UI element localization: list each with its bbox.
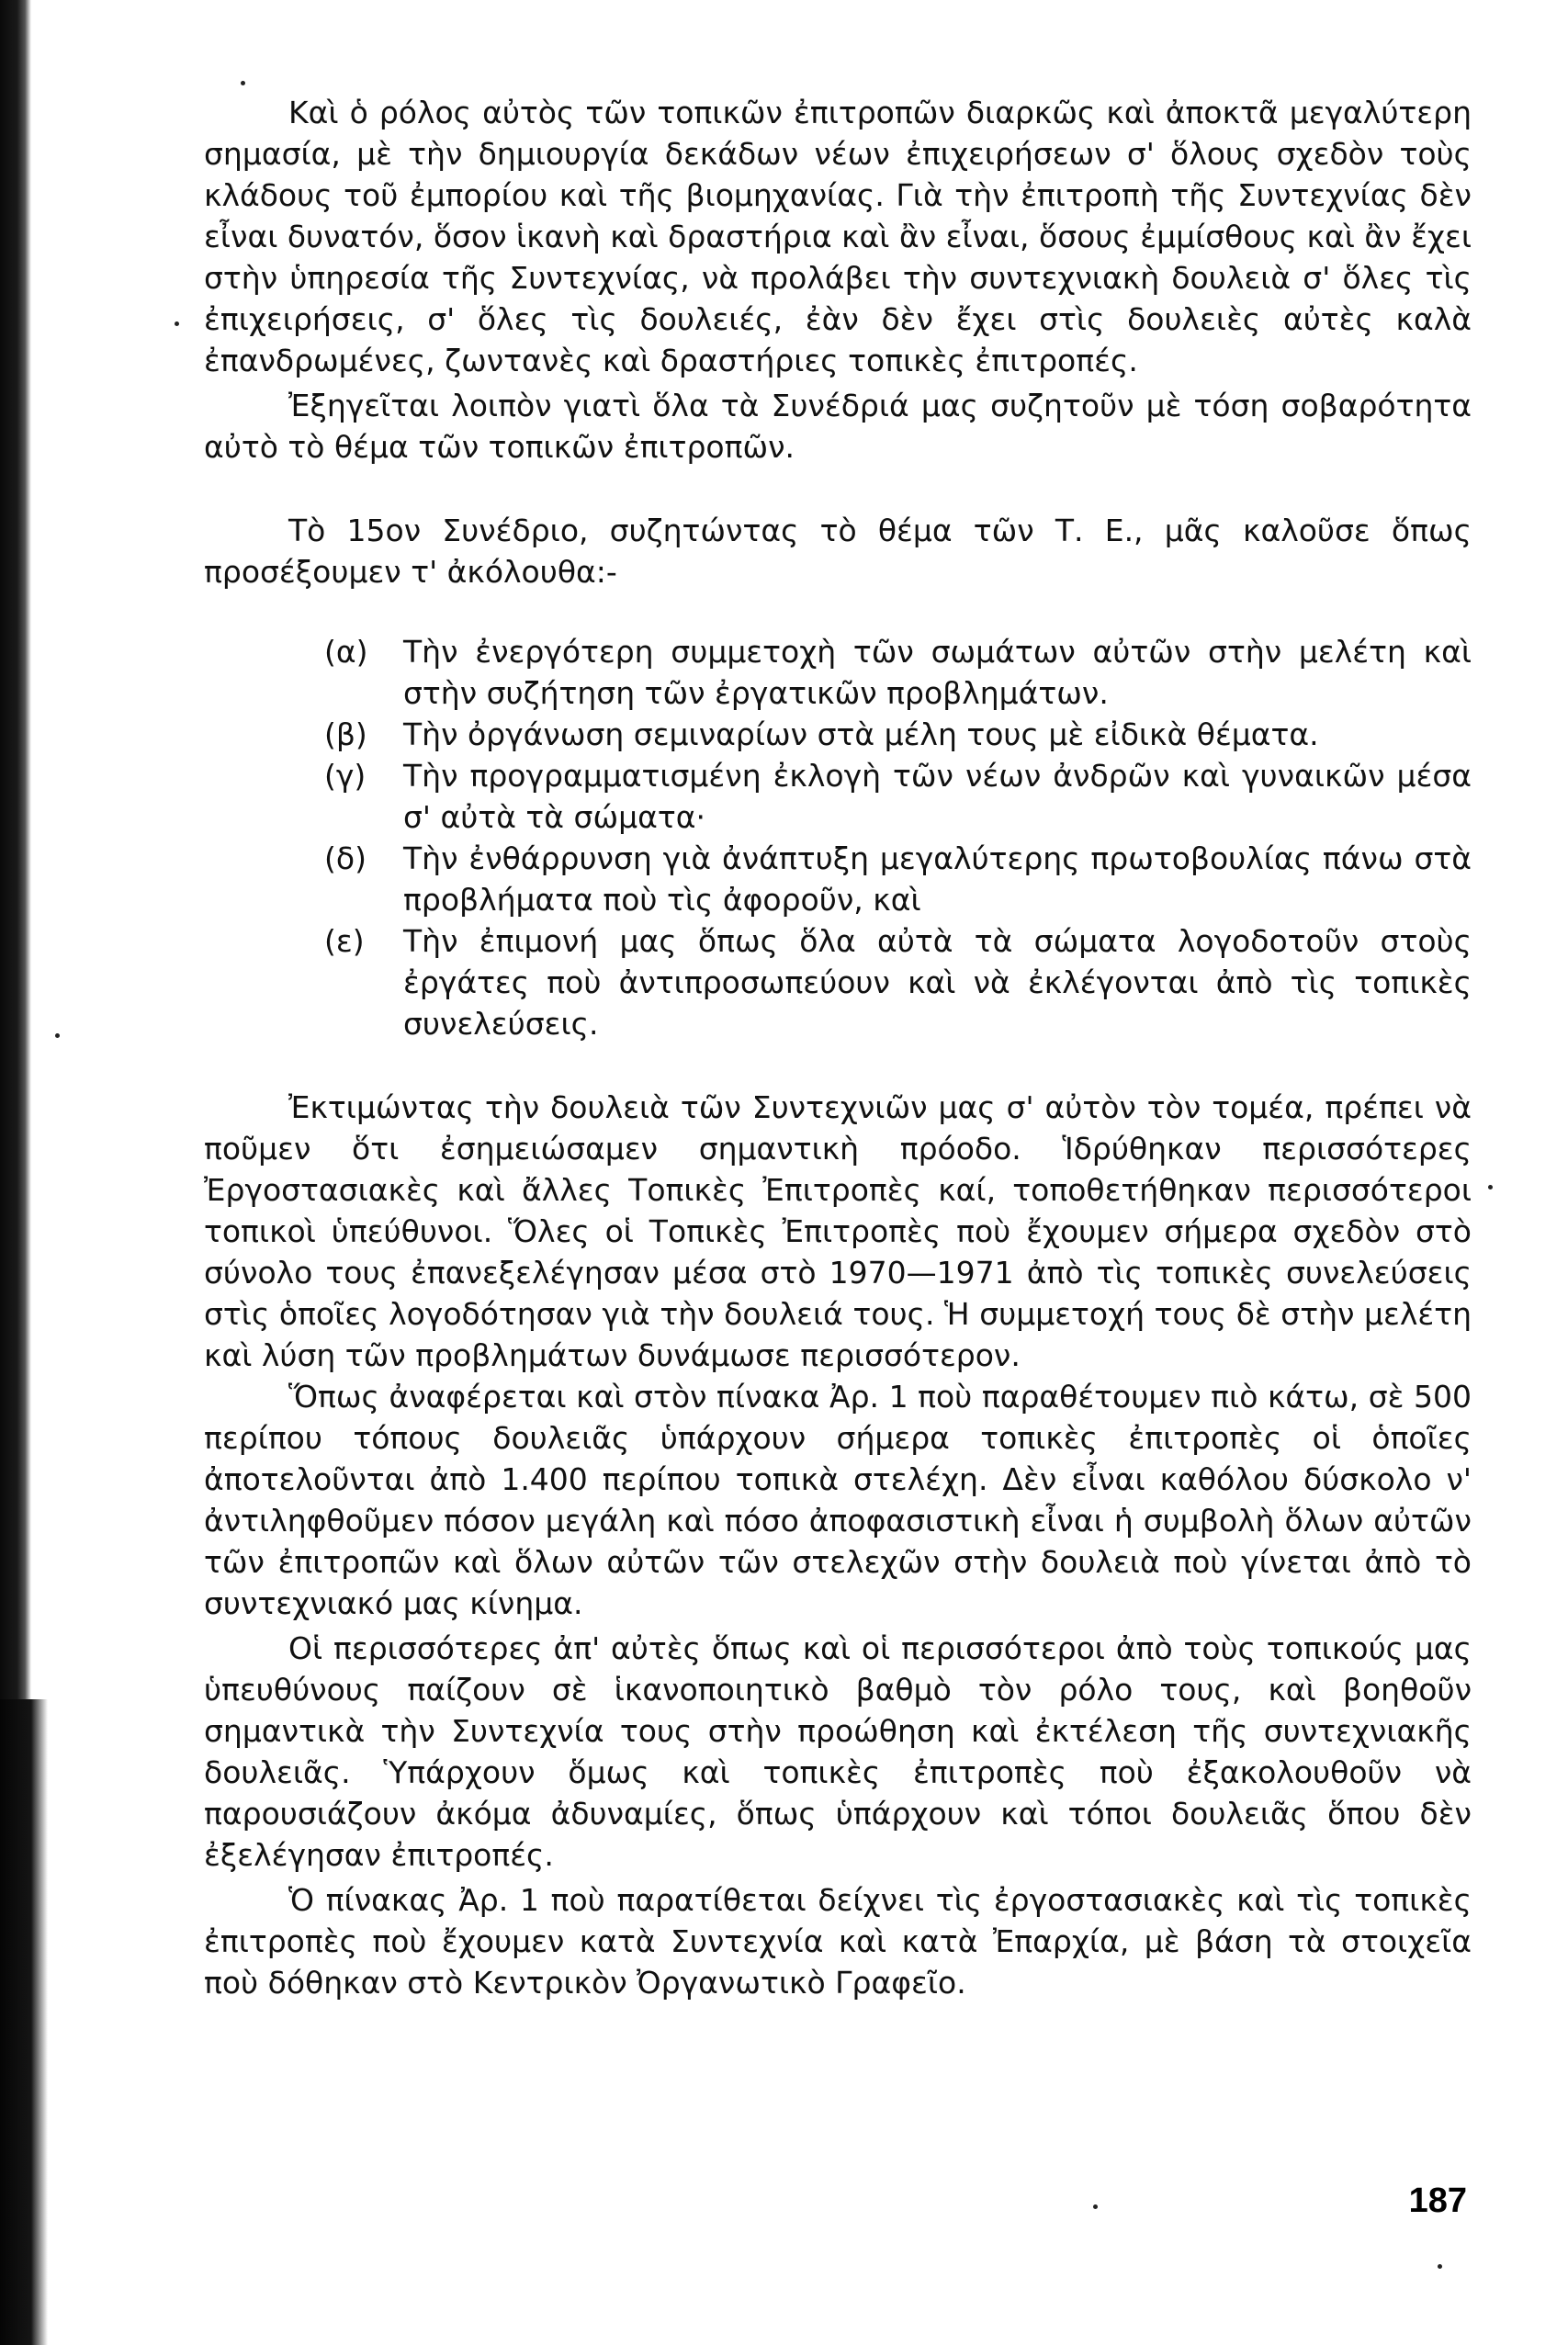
list-marker: (α) [324, 634, 368, 670]
list-marker: (γ) [324, 758, 367, 794]
paragraph-table-description: Ὁ πίνακας Ἀρ. 1 ποὺ παρατίθεται δείχνει τὶς ἐργοστασιακὲς καὶ τὶς τοπικὲς ἐπιτροπὲς ποὺ ἔχουμεν κατὰ Συντεχνία καὶ κατὰ Ἐπαρχία, μὲ βάση τὰ στοιχεῖα ποὺ δόθηκαν στὸ Κεντρικὸν Ὀργανωτικὸ Γραφεῖο. [204, 1882, 1472, 2001]
paragraph-local-committees-role: Καὶ ὁ ρόλος αὐτὸς τῶν τοπικῶν ἐπιτροπῶν διαρκῶς καὶ ἀποκτᾶ μεγαλύτερη σημασία, μὲ τὴν δημιουργία δεκάδων νέων ἐπιχειρήσεων σ' ὅλους σχεδὸν τοὺς κλάδους τοῦ ἐμπορίου καὶ τῆς βιομηχανίας. Γιὰ τὴν ἐπιτροπὴ τῆς Συντεχνίας δὲν εἶναι δυνατόν, ὅσον ἱκανὴ καὶ δραστήρια καὶ ἂν εἶναι, ὅσους ἐμμίσθους καὶ ἂν ἔχει στὴν ὑπηρεσία τῆς Συντεχνίας, νὰ προλάβει τὴν συντεχνιακὴ δουλειὰ σ' ὅλες τὶς ἐπιχειρήσεις, σ' ὅλες τὶς δουλειές, ἐὰν δὲν ἔχει στὶς δουλειὲς αὐτὲς καλὰ ἐπανδρωμένες, ζωντανὲς καὶ δραστήριες τοπικὲς ἐπιτροπές. [204, 95, 1472, 378]
scan-speck [241, 81, 245, 85]
paragraph-committee-weaknesses: Οἱ περισσότερες ἀπ' αὐτὲς ὅπως καὶ οἱ περισσότεροι ἀπὸ τοὺς τοπικούς μας ὑπευθύνους παίζουν σὲ ἱκανοποιητικὸ βαθμὸ τὸν ρόλο τους, καὶ βοηθοῦν σημαντικὰ τὴν Συντεχνία τους στὴν προώθηση καὶ ἐκτέλεση τῆς συντεχνιακῆς δουλειᾶς. Ὑπάρχουν ὅμως καὶ τοπικὲς ἐπιτροπὲς ποὺ ἐξακολουθοῦν νὰ παρουσιάζουν ἀκόμα ἀδυναμίες, ὅπως ὑπάρχουν καὶ τόποι δουλειᾶς ὅπου δὲν ἐξελέγησαν ἐπιτροπές. [204, 1630, 1472, 1873]
congress-points-list [204, 631, 1472, 1044]
page-number: 187 [1408, 2182, 1467, 2220]
list-item-text: Τὴν ὀργάνωση σεμιναρίων στὰ μέλη τους μὲ εἰδικὰ θέματα. [403, 716, 1319, 752]
paragraph-table-reference: Ὅπως ἀναφέρεται καὶ στὸν πίνακα Ἀρ. 1 ποὺ παραθέτουμεν πιὸ κάτω, σὲ 500 περίπου τόπους δουλειᾶς ὑπάρχουν σήμερα τοπικὲς ἐπιτροπὲς οἱ ὁποῖες ἀποτελοῦνται ἀπὸ 1.400 περίπου τοπικὰ στελέχη. Δὲν εἶναι καθόλου δύσκολο ν' ἀντιληφθοῦμεν πόσον μεγάλη καὶ πόσο ἀποφασιστικὴ εἶναι ἡ συμβολὴ ὅλων αὐτῶν τῶν ἐπιτροπῶν καὶ ὅλων αὐτῶν τῶν στελεχῶν στὴν δουλειὰ ποὺ γίνεται ἀπὸ τὸ συντεχνιακό μας κίνημα. [204, 1379, 1472, 1621]
list-item-text: Τὴν ἐνθάρρυνση γιὰ ἀνάπτυξη μεγαλύτερης πρωτοβουλίας πάνω στὰ προβλήματα ποὺ τὶς ἀφοροῦν, καὶ [403, 840, 1472, 918]
list-item [324, 631, 1472, 714]
list-item [324, 755, 1472, 838]
scan-binding-shadow-lower [0, 1699, 48, 2345]
paragraph-15th-congress: Τὸ 15ον Συνέδριο, συζητώντας τὸ θέμα τῶν Τ. Ε., μᾶς καλοῦσε ὅπως προσέξουμεν τ' ἀκόλουθα:- [204, 513, 1472, 590]
list-item-text: Τὴν προγραμματισμένη ἐκλογὴ τῶν νέων ἀνδρῶν καὶ γυναικῶν μέσα σ' αὐτὰ τὰ σώματα· [403, 758, 1472, 835]
document-page [204, 92, 1472, 2003]
list-item-text: Τὴν ἐπιμονή μας ὅπως ὅλα αὐτὰ τὰ σώματα λογοδοτοῦν στοὺς ἐργάτες ποὺ ἀντιπροσωπεύουν καὶ νὰ ἐκλέγονται ἀπὸ τὶς τοπικὲς συνελεύσεις. [403, 923, 1472, 1042]
list-item [324, 714, 1472, 755]
paragraph-progress-assessment: Ἐκτιμώντας τὴν δουλειὰ τῶν Συντεχνιῶν μας σ' αὐτὸν τὸν τομέα, πρέπει νὰ ποῦμεν ὅτι ἐσημειώσαμεν σημαντικὴ πρόοδο. Ἱδρύθηκαν περισσότερες Ἐργοστασιακὲς καὶ ἄλλες Τοπικὲς Ἐπιτροπὲς καί, τοποθετήθηκαν περισσότεροι τοπικοὶ ὑπεύθυνοι. Ὅλες οἱ Τοπικὲς Ἐπιτροπὲς ποὺ ἔχουμεν σήμερα σχεδὸν στὸ σύνολο τους ἐπανεξελέγησαν μέσα στὸ 1970—1971 ἀπὸ τὶς τοπικὲς συνελεύσεις στὶς ὁποῖες λογοδότησαν γιὰ τὴν δουλειά τους. Ἡ συμμετοχή τους δὲ στὴν μελέτη καὶ λύση τῶν προβλημάτων δυνάμωσε περισσότερον. [204, 1089, 1472, 1373]
scan-speck [1488, 1185, 1493, 1189]
scan-speck [175, 321, 179, 326]
list-item [324, 920, 1472, 1044]
list-marker: (β) [324, 716, 367, 752]
list-item-text: Τὴν ἐνεργότερη συμμετοχὴ τῶν σωμάτων αὐτῶν στὴν μελέτη καὶ στὴν συζήτηση τῶν ἐργατικῶν προβλημάτων. [403, 634, 1472, 711]
scan-speck [1438, 2264, 1442, 2269]
list-marker: (δ) [324, 840, 367, 876]
list-marker: (ε) [324, 923, 365, 959]
scan-speck [1093, 2204, 1098, 2209]
scan-speck [55, 1033, 60, 1038]
list-item [324, 838, 1472, 920]
paragraph-congresses-discuss: Ἐξηγεῖται λοιπὸν γιατὶ ὅλα τὰ Συνέδριά μας συζητοῦν μὲ τόση σοβαρότητα αὐτὸ τὸ θέμα τῶν τοπικῶν ἐπιτροπῶν. [204, 388, 1472, 465]
